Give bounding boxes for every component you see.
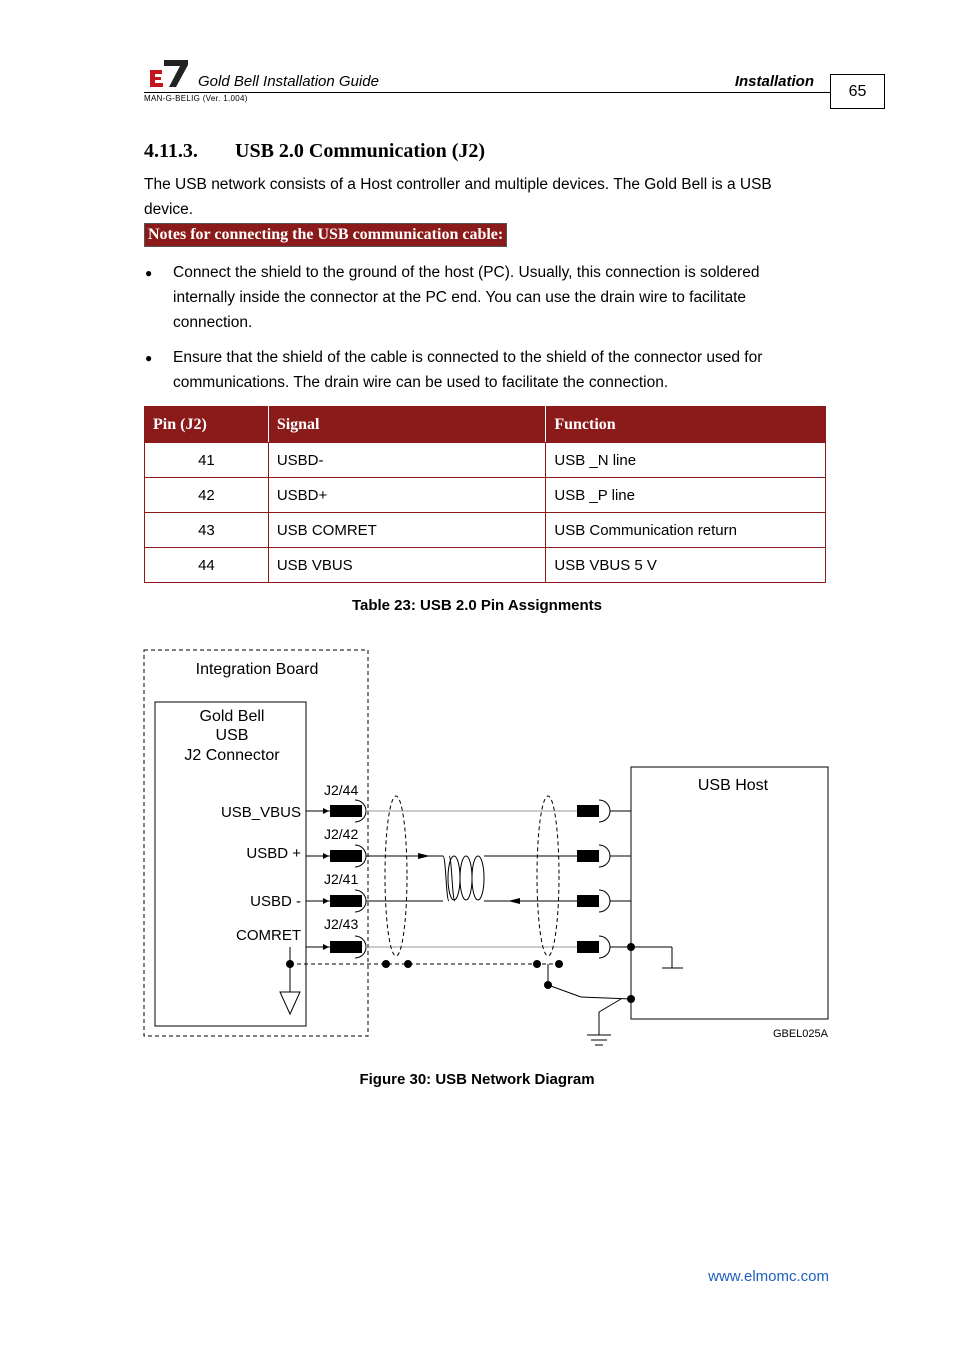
pin-cell: 42 [145,478,269,513]
document-code: MAN-G-BELIG (Ver. 1.004) [144,94,248,103]
usb-network-diagram [140,645,840,1065]
bullet-item: Ensure that the shield of the cable is connected to the shield of the connector used for communications. The drain wire can be used to facilitate the connection. [173,349,763,391]
section-title: USB 2.0 Communication (J2) [235,140,486,162]
figure-caption: Figure 30: USB Network Diagram [359,1071,595,1088]
pin-label-j2-43: J2/43 [324,916,359,932]
function-cell: USB _P line [546,478,826,513]
elmo-logo [148,58,190,88]
pin-cell: 43 [145,513,269,548]
table-row [145,478,826,513]
signal-cell: USBD- [268,443,546,478]
section-number: 4.11.3. [144,140,198,162]
pin-label-j2-41: J2/41 [324,871,359,887]
signal-label-comret: COMRET [236,927,301,944]
function-cell: USB _N line [546,443,826,478]
bullet-icon: ● [145,266,153,280]
header-rule [144,92,830,93]
page-number: 65 [830,74,885,109]
signal-cell: USB VBUS [268,548,546,583]
signal-cell: USBD+ [268,478,546,513]
bullet-item: Connect the shield to the ground of the host (PC). Usually, this connection is soldered internally inside the connector at the PC end. You can use the drain wire to facilitate connection. [173,264,760,331]
document-title: Gold Bell Installation Guide [198,73,379,90]
notes-heading: Notes for connecting the USB communication cable: [144,223,507,247]
right-plugs [577,800,610,958]
bullet-icon: ● [145,351,153,365]
footer-website-link[interactable]: www.elmomc.com [708,1268,829,1285]
pin-assignment-table [144,406,826,583]
column-header-function: Function [546,407,826,443]
connector-label-line1: Gold Bell [199,708,265,725]
signal-label-usbd-plus: USBD + [246,845,301,862]
pin-label-j2-42: J2/42 [324,826,359,842]
signal-label-vbus: USB_VBUS [220,804,301,821]
pin-cell: 41 [145,443,269,478]
pin-label-j2-44: J2/44 [324,782,359,798]
signal-label-usbd-minus: USBD - [250,893,301,910]
connector-label-line2: USB [215,727,249,744]
intro-paragraph: The USB network consists of a Host controller and multiple devices. The Gold Bell is a USB device. [144,176,772,218]
table-caption: Table 23: USB 2.0 Pin Assignments [351,597,603,614]
usb-host-label: USB Host [697,777,769,794]
function-cell: USB Communication return [546,513,826,548]
column-header-pin: Pin (J2) [145,407,269,443]
column-header-signal: Signal [268,407,546,443]
header-section-name: Installation [734,73,814,90]
function-cell: USB VBUS 5 V [546,548,826,583]
pin-cell: 44 [145,548,269,583]
table-header-row [145,407,826,443]
table-row [145,548,826,583]
signal-cell: USB COMRET [268,513,546,548]
figure-code: GBEL025A [772,1028,828,1040]
integration-board-label: Integration Board [195,661,319,678]
connector-label-line3: J2 Connector [184,747,280,764]
table-row [145,513,826,548]
table-row [145,443,826,478]
